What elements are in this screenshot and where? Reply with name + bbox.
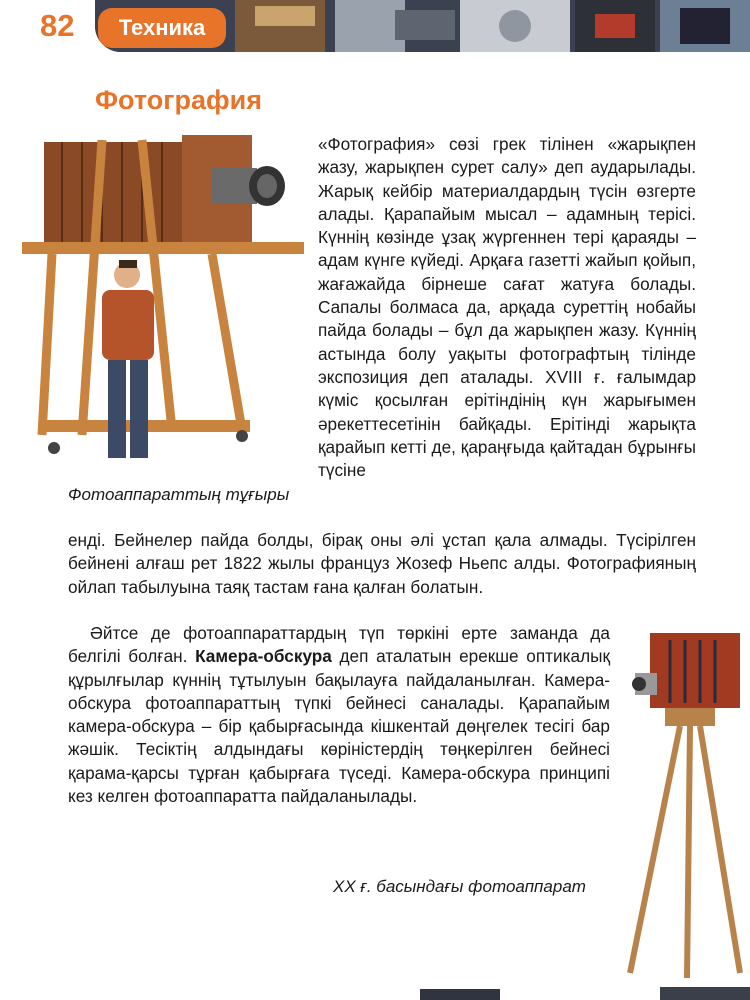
paragraph-2-intro: Әйтсе де фотоаппараттардың түп төркіні ерте заманда да белгілі болған. [68,623,610,667]
paragraph-1-continuation: енді. Бейнелер пайда болды, бірақ оны әлі ұстап қала алмады. Түсірілген бейнені алғаш рет 1822 жылы француз Жозеф Ньепс алды. Фотографияның ойлап табылуына таяқ тастам ғана қалған болатын. [68,530,696,597]
caption-camera-stand: Фотоаппараттың тұғыры [68,485,290,504]
page-number: 82 [40,8,75,43]
bottom-decoration [400,985,750,1000]
section-tab: Техника [98,8,226,48]
paragraph-1-top: «Фотография» сөзі грек тілінен «жарықпен жазу, жарықпен сурет салу» деп аударылады. Жарық кейбір материалдардың түсін өзгерте алады. Қарапайым мысал – адамның терісі. Күннің көзінде ұзақ жүргеннен тері қараяды – адам күнге күйеді. Арқаға газетті жайып қойып, жағажайда бірнеше сағат жатуға болады. Сапалы болмаса да, арқада суреттің нобайы пайда болады – бұл да жарықпен жазу. Күннің астында болу уақыты фотографтың тілінде экспозиция деп аталады. XVIII ғ. ғалымдар күміс қосылған ерітіндінің күн жарығымен әрекеттесетінін байқады. Ерітінді жарықта қарайып кетті де, қараңғыда қайтадан бұрынғы түсіне [318,134,696,481]
caption-early-camera: XX ғ. басындағы фотоаппарат [333,877,586,896]
term-camera-obscura: Камера-обскура [195,646,332,667]
page-title: Фотография [95,85,262,115]
paragraph-2 [68,622,610,808]
camera-stand-illustration [22,130,307,470]
paragraph-2-body: деп аталатын ерекше оптикалық құрылғылар күннің тұтылуын бақылауға пайдаланылған. Камера-обскура фотоаппараттың түпкі бейнесі саналады. Қарапайым камера-обскура – бір қабырғасында кішкентай дөңгелек тесігі бар жәшік. Тесіктің алдындағы көріністердің төңкерілген бейнесі қарама-қарсы тұрған қабырғаға түседі. Камера-обскура принципі кез келген фотоаппаратта пайдаланылады. [68,646,610,807]
tripod-camera-illustration [625,628,747,988]
